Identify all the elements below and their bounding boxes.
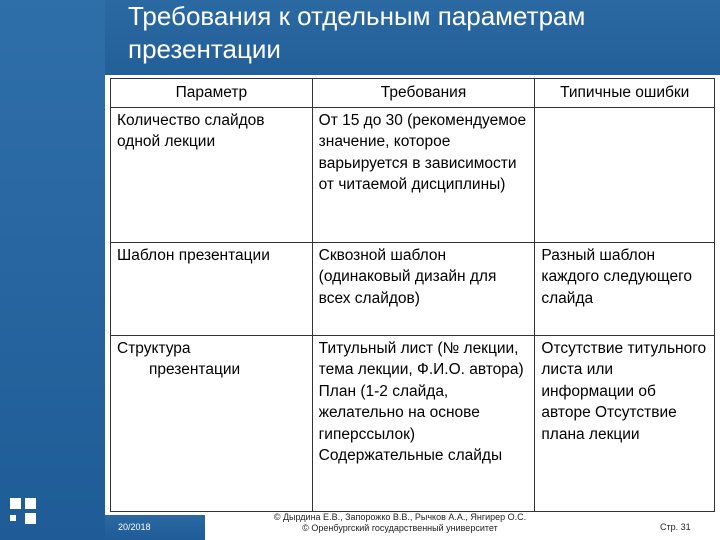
logo-squares: [10, 498, 50, 532]
header-errors: Типичные ошибки: [535, 79, 715, 108]
cell-req: Сквозной шаблон (одинаковый дизайн для всех слайдов): [312, 242, 535, 335]
header-parameter: Параметр: [111, 79, 313, 108]
cell-req: От 15 до 30 (рекомендуемое значение, которое варьируется в зависимости от читаемой дисциплины): [312, 107, 535, 242]
copyright-line-2: © Оренбургский государственный университет: [302, 523, 498, 533]
param-line-2: презентации: [149, 361, 241, 378]
copyright-line-1: © Дырдина Е.В., Запорожко В.В., Рычков А.А., Янгирер О.С.: [273, 512, 527, 522]
cell-param: Количество слайдов одной лекции: [111, 107, 313, 242]
table-row: [111, 335, 715, 511]
footer-date: 20/2018: [118, 522, 151, 532]
cell-err: Разный шаблон каждого следующего слайда: [535, 242, 715, 335]
table-row: [111, 242, 715, 335]
table-row: [111, 107, 715, 242]
header-requirements: Требования: [312, 79, 535, 108]
requirements-table: [110, 78, 715, 512]
page-number: Стр. 31: [660, 522, 691, 532]
cell-err: Отсутствие титульного листа или информации об авторе Отсутствие плана лекции: [535, 335, 715, 511]
param-line-1: Структура: [117, 339, 191, 357]
slide-title: Требования к отдельным параметрам презентации: [128, 1, 586, 64]
table-header-row: [111, 79, 715, 108]
sidebar-decoration: [0, 0, 105, 540]
cell-param: [111, 335, 313, 511]
cell-err: [535, 107, 715, 242]
cell-req: Титульный лист (№ лекции, тема лекции, Ф.И.О. автора) План (1-2 слайда, желательно на основе гиперссылок) Содержательные слайды: [312, 335, 535, 511]
cell-param: Шаблон презентации: [111, 242, 313, 335]
footer-copyright: [255, 512, 545, 534]
